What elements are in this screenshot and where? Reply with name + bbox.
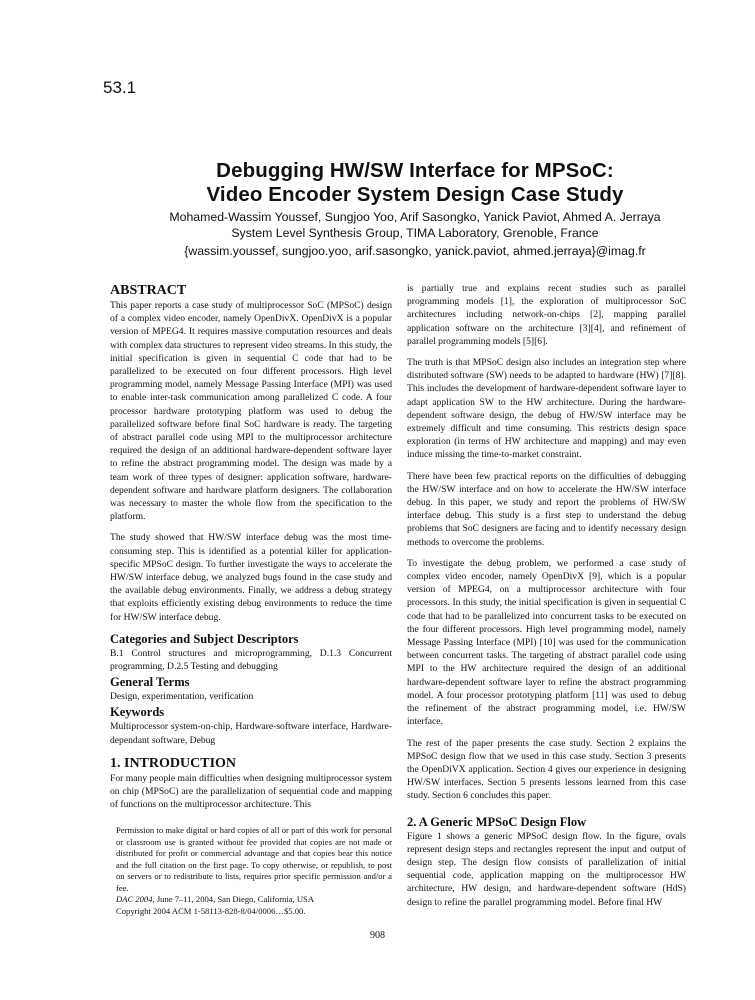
conference-line: [116, 894, 392, 906]
paper-title-line-2: Video Encoder System Design Case Study: [206, 183, 624, 206]
intro-paragraph-5: The rest of the paper presents the case study. Section 2 explains the MPSoC design flow that we used in this case study. Section 3 presents the OpenDiVX application. Section 4 gives our experience in designing HW/SW interfaces. Section 5 presents lessons learned from this case study. Section 6 concludes this paper.: [407, 737, 686, 802]
permission-text: Permission to make digital or hard copies of all or part of this work for personal or classroom use is granted without fee provided that copies are not made or distributed for profit or commercial advantage and that copies bear this notice and the full citation on the first page. To copy otherwise, or republish, to post on servers or to redistribute to lists, requires prior specific permission and/or a fee.: [116, 825, 392, 893]
general-terms-text: Design, experimentation, verification: [110, 691, 254, 703]
keywords-text: Multiprocessor system-on-chip, Hardware-software interface, Hardware-dependant software, Debug: [110, 721, 392, 746]
section-2-heading: 2. A Generic MPSoC Design Flow: [407, 814, 587, 829]
section-number: 53.1: [103, 78, 137, 97]
keywords-heading: Keywords: [110, 705, 165, 720]
section-2-paragraph-1: Figure 1 shows a generic MPSoC design flow. In the figure, ovals represent design steps and rectangles represent the input and output of design step. The design flow consists of parallelization of initial sequential code, application mapping on the multiprocessor HW architecture, HW design, and hardware-dependent software (HdS) design to refine the parallel programming model. Before final HW: [407, 830, 686, 908]
categories-heading: Categories and Subject Descriptors: [110, 631, 299, 646]
abstract-paragraph-1: This paper reports a case study of multiprocessor SoC (MPSoC) design of a complex video encoder, namely OpenDivX. OpenDivX is a popular version of MPEG4. It requires massive computation resources and deals with complex data structures to represent video streams. In this study, the initial specification is given in sequential C code that had to be parallelized to be executed on four different processors. High level programming model, namely Message Passing Interface (MPI) was used to enable inter-task communication among parallelized C code. A four processor hardware prototyping platform was used to debug the parallelized software before final SoC hardware is ready. The targeting of abstract parallel code using MPI to the multiprocessor architecture required the design of an additional hardware-dependent software layer to refine the abstract programming model. The design was made by a team work of three types of designer: application software, hardware-dependent software and hardware platform designers. The collaboration was necessary to master the whole flow from the specification to the platform.: [110, 300, 392, 523]
intro-paragraph-4: To investigate the debug problem, we performed a case study of complex video encoder, namely OpenDivX [9], which is a popular version of MPEG4, on a multiprocessor architecture with four processors. In this study, the initial specification is given in sequential C code that had to be parallelized into concurrent tasks to be executed on the four different processors. High level programming model, namely Message Passing Interface (MPI) [10] was used for the communication between concurrent tasks. The targeting of abstract parallel code using MPI to the HW architecture required the design of an additional hardware-dependent software layer to refine the abstract programming model. A four processor prototyping platform [11] was used to debug the refinement of the abstract programming model, i.e. HW/SW interface.: [407, 557, 686, 728]
author-list: Mohamed-Wassim Youssef, Sungjoo Yoo, Arif Sasongko, Yanick Paviot, Ahmed A. Jerraya: [169, 210, 661, 224]
intro-continued-paragraph: is partially true and explains recent studies such as parallel programming models [1], the exploration of multiprocessor SoC architectures including network-on-chips [2], mapping parallel application software on the architecture [3][4], and refinement of parallel programming models [5][6].: [407, 283, 686, 347]
permission-notice: [116, 825, 392, 917]
right-column: [407, 282, 686, 909]
conference-details: , June 7–11, 2004, San Diego, California, USA: [152, 894, 315, 904]
intro-paragraph-3: There have been few practical reports on the difficulties of debugging the HW/SW interface and on how to accelerate the HW/SW interface debug. In this paper, we study and report the problems of HW/SW interface debug. This study is a first step to understand the debug problems that SoC designers are facing and to identify necessary design methods to overcome the problems.: [407, 470, 686, 548]
paper-title-line-1: Debugging HW/SW Interface for MPSoC:: [216, 159, 614, 182]
introduction-paragraph-1: For many people main difficulties when designing multiprocessor system on chip (MPSoC) are the parallelization of sequential code and mapping of functions on the multiprocessor architecture. This: [110, 772, 392, 811]
intro-paragraph-2: The truth is that MPSoC design also includes an integration step where distributed software (SW) needs to be adapted to hardware (HW) [7][8]. This includes the development of hardware-dependent software layer to adapt application SW to the HW architecture. During the hardware-dependent software design, the debug of HW/SW interface may be extremely difficult and time consuming. This restricts design space exploration (in terms of HW architecture and mapping) and may even induce missing the time-to-market constraint.: [407, 357, 686, 461]
conference-name: DAC 2004: [116, 894, 153, 904]
introduction-heading: 1. INTRODUCTION: [110, 755, 237, 771]
copyright-line: Copyright 2004 ACM 1-58113-828-8/04/0006…$5.00.: [116, 905, 306, 916]
categories-text: B.1 Control structures and microprogramming, D.1.3 Concurrent programming, D.2.5 Testing and debugging: [110, 647, 392, 673]
affiliation: System Level Synthesis Group, TIMA Laboratory, Grenoble, France: [231, 226, 599, 240]
left-column: [110, 282, 392, 812]
title-block: [80, 159, 750, 259]
abstract-heading: ABSTRACT: [110, 283, 187, 298]
abstract-paragraph-2: The study showed that HW/SW interface debug was the most time-consuming step. This is identified as a potential killer for application-specific MPSoC design. To further investigate the ways to accelerate the HW/SW interface debug, we analyzed bugs found in the case study and the available debug environments. Finally, we address a debug strategy that exploits efficiently existing debug environments to reduce the time for HW/SW interface debug.: [110, 532, 392, 623]
author-emails: {wassim.youssef, sungjoo.yoo, arif.sasongko, yanick.paviot, ahmed.jerraya}@imag.fr: [184, 244, 646, 258]
page-number: 908: [370, 930, 385, 941]
general-terms-heading: General Terms: [110, 675, 190, 690]
